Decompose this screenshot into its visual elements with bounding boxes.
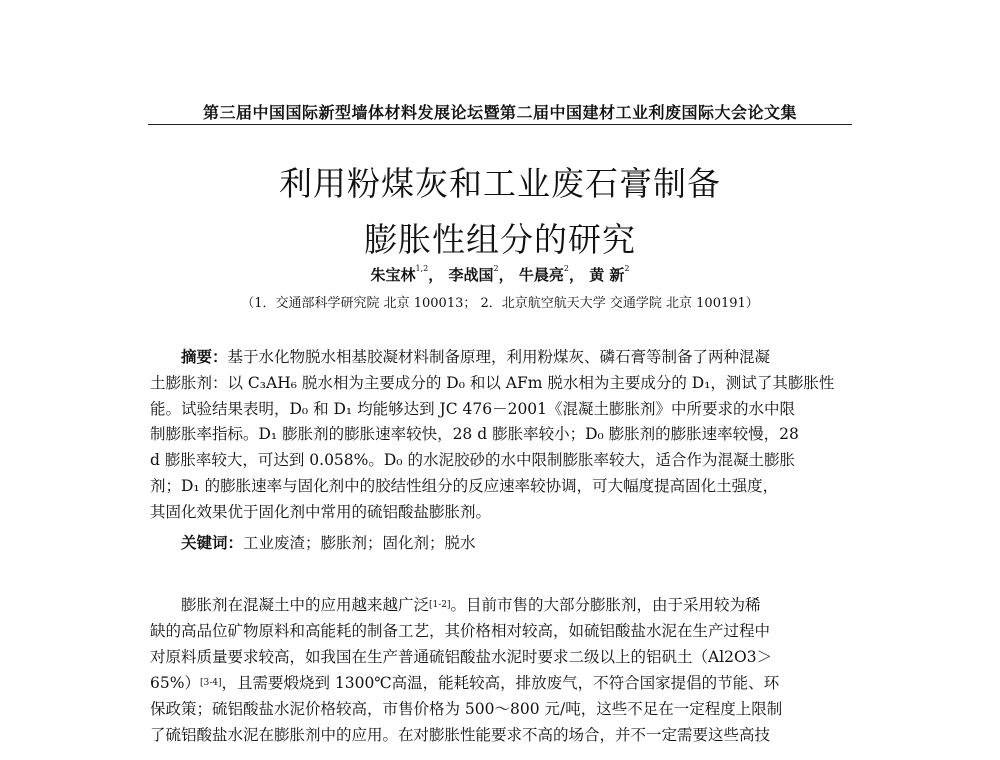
keywords-text: 工业废渣；膨胀剂；固化剂；脱水 [243,534,476,552]
body-line [150,670,860,696]
body-line: 对原料质量要求较高，如我国在生产普通硫铝酸盐水泥时要求二级以上的铝矾土（Al2O3＞ [150,648,773,666]
header-rule [148,124,852,125]
abstract-line: 能。试验结果表明，D₀ 和 D₁ 均能够达到 JC 476－2001《混凝土膨胀剂》中所要求的水中限 [150,399,796,418]
body-text-segment: ，且需要煅烧到 1300℃高温，能耗较高，排放废气，不符合国家提倡的节能、环 [221,674,780,692]
author-affiliation-mark: 1,2 [415,264,429,273]
author-affiliation-mark: 2 [563,264,569,273]
paper-title-line-1: 利用粉煤灰和工业废石膏制备 [279,164,721,203]
body-text-segment: 膨胀剂在混凝土中的应用越来越广泛 [181,596,430,614]
affiliation-line: （1．交通部科学研究院 北京 100013； 2．北京航空航天大学 交通学院 北京 100191） [241,296,759,311]
abstract-block [150,345,850,526]
body-line: 缺的高品位矿物原料和高能耗的制备工艺，其价格相对较高，如硫铝酸盐水泥在生产过程中 [150,622,771,640]
author-separator: ， [498,266,514,284]
abstract-line: 剂；D₁ 的膨胀速率与固化剂中的胶结性组分的反应速率较协调，可大幅度提高固化土强度， [150,476,779,495]
keywords-line [181,531,851,553]
author-affiliation-mark: 2 [624,264,630,273]
body-line: 了硫铝酸盐水泥在膨胀剂中的应用。在对膨胀性能要求不高的场合，并不一定需要这些高技 [150,726,771,744]
author-name: 朱宝林 [370,266,416,284]
author-separator: ， [428,266,444,284]
abstract-label: 摘要： [181,348,228,366]
abstract-text: 基于水化物脱水相基胶凝材料制备原理，利用粉煤灰、磷石膏等制备了两种混凝 [227,348,771,366]
author-list [200,264,800,285]
citation-ref: [3-4] [199,678,222,688]
body-line: 保政策；硫铝酸盐水泥价格较高，市售价格为 500～800 元/吨，这些不足在一定程度上限制 [150,700,783,718]
citation-ref: [1-2] [429,600,451,610]
abstract-line: 其固化效果优于固化剂中常用的硫铝酸盐膨胀剂。 [150,502,492,521]
abstract-line [150,345,850,371]
keywords-label: 关键词： [181,534,244,552]
abstract-line: 制膨胀率指标。D₁ 膨胀剂的膨胀速率较快，28 d 膨胀率较小；D₀ 膨胀剂的膨胀速率较慢，28 [150,425,799,444]
abstract-line: d 膨胀率较大，可达到 0.058%。D₀ 的水泥胶砂的水中限制膨胀率较大，适合作为混凝土膨胀 [150,451,795,470]
author-name: 李战国 [448,266,494,284]
abstract-line: 土膨胀剂：以 C₃AH₆ 脱水相为主要成分的 D₀ 和以 AFm 脱水相为主要成分的 D₁，测试了其膨胀性 [150,373,835,392]
author-affiliation-mark: 2 [493,264,499,273]
paper-title-line-2: 膨胀性组分的研究 [364,220,636,259]
author-name: 牛晨亮 [518,266,564,284]
body-paragraph [150,592,860,748]
author-separator: ， [568,266,584,284]
body-text-segment: 。目前市售的大部分膨胀剂，由于采用较为稀 [450,596,761,614]
running-header: 第三届中国国际新型墙体材料发展论坛暨第二届中国建材工业利废国际大会论文集 [202,103,797,122]
body-text-segment: 65%） [150,674,200,692]
author-name: 黄 新 [589,266,625,284]
body-line [150,592,860,618]
